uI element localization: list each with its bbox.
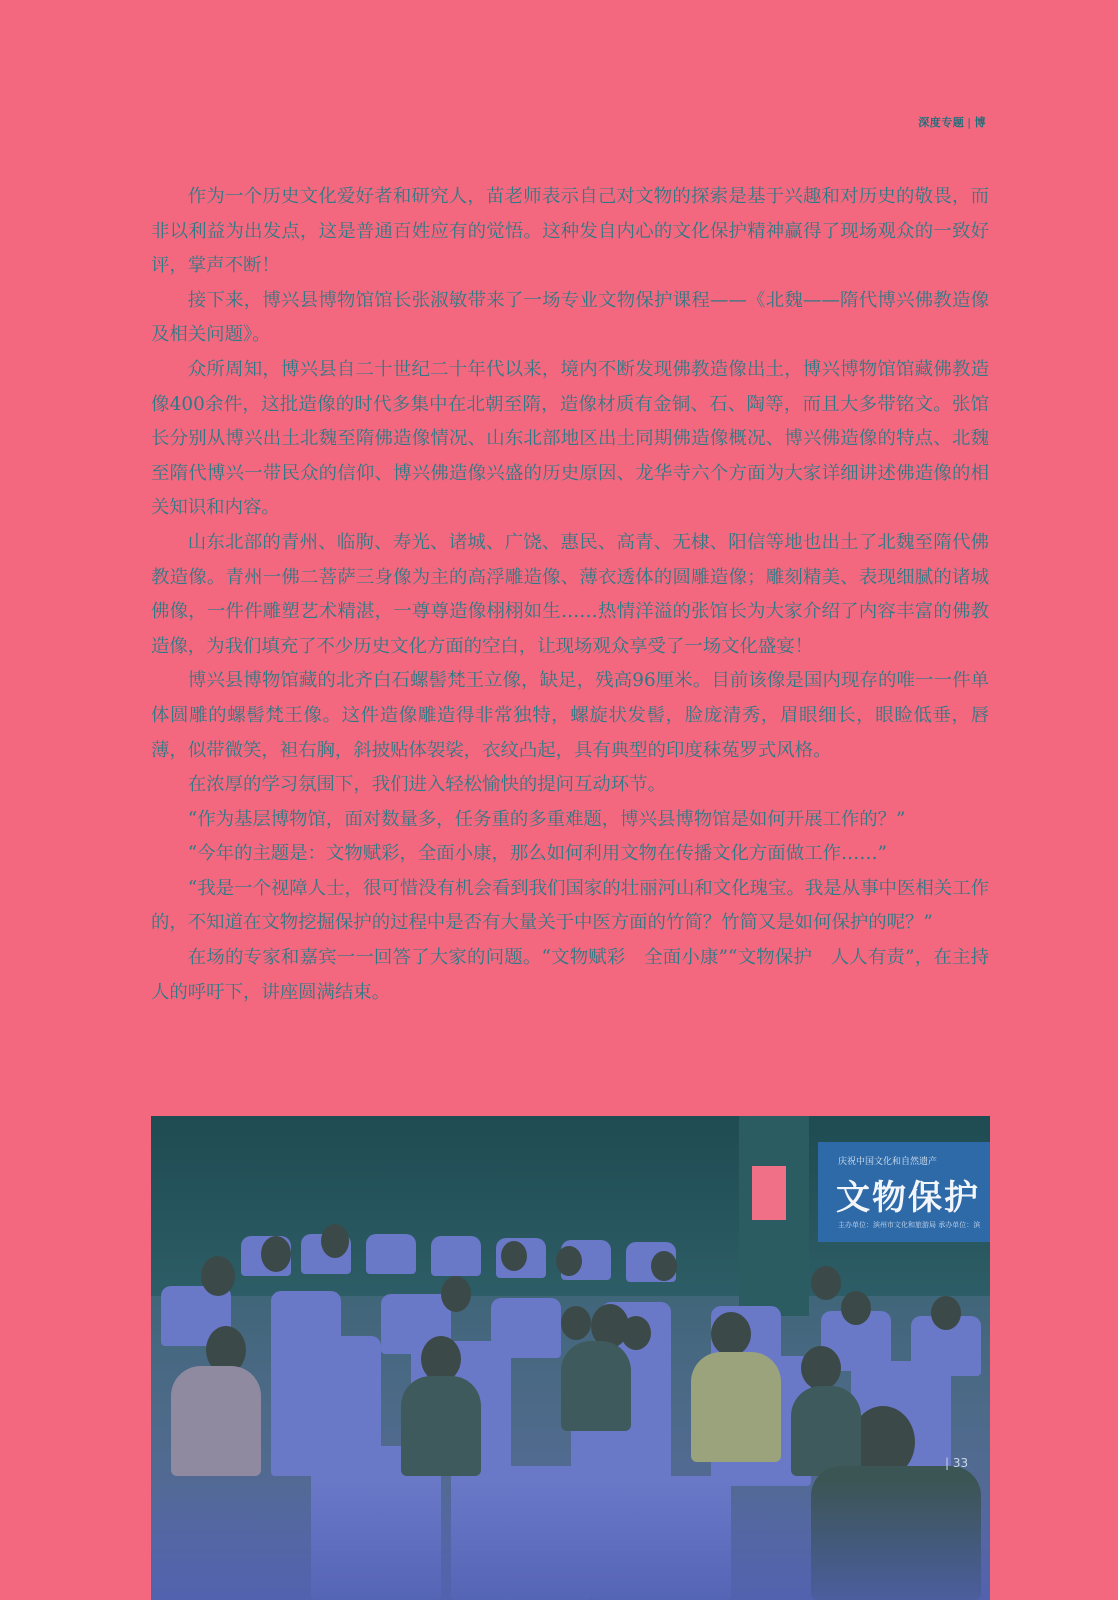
photo-audience-head <box>651 1251 677 1281</box>
photo-audience-body <box>171 1366 261 1476</box>
photo-audience-head <box>931 1296 961 1330</box>
paragraph: “作为基层博物馆，面对数量多，任务重的多重难题，博兴县博物馆是如何开展工作的？” <box>187 808 906 830</box>
photo-audience-head <box>261 1236 291 1272</box>
page-number-value: 33 <box>952 1456 969 1470</box>
paragraph: 接下来，博兴县博物馆馆长张淑敏带来了一场专业文物保护课程——《北魏——隋代博兴佛教造像及相关问题》。 <box>151 289 989 346</box>
photo-seat <box>366 1234 416 1274</box>
paragraph: “我是一个视障人士，很可惜没有机会看到我们国家的壮丽河山和文化瑰宝。我是从事中医相关工作的，不知道在文物挖掘保护的过程中是否有大量关于中医方面的竹简？竹简又是如何保护的呢？” <box>151 877 989 934</box>
paragraph: 作为一个历史文化爱好者和研究人，苗老师表示自己对文物的探索是基于兴趣和对历史的敬畏，而非以利益为出发点，这是普通百姓应有的觉悟。这种发自内心的文化保护精神赢得了现场观众的一致好评，掌声不断！ <box>151 186 989 277</box>
header-section: 深度专题 <box>918 116 965 129</box>
photo-audience-head <box>841 1291 871 1325</box>
banner-organizers: 主办单位：滨州市文化和旅游局 承办单位：滨 <box>838 1221 981 1229</box>
paragraph: 众所周知，博兴县自二十世纪二十年代以来，境内不断发现佛教造像出土，博兴博物馆馆藏佛教造像400余件，这批造像的时代多集中在北朝至隋，造像材质有金铜、石、陶等，而且大多带铭文。张馆长分别从博兴出土北魏至隋佛造像情况、山东北部地区出土同期佛造像概况、博兴佛造像的特点、北魏至隋代博兴一带民众的信仰、博兴佛造像兴盛的历史原因、龙华寺六个方面为大家详细讲述佛造像的相关知识和内容。 <box>151 358 989 519</box>
paragraph: 博兴县博物馆藏的北齐白石螺髻梵王立像，缺足，残高96厘米。目前该像是国内现存的唯一一件单体圆雕的螺髻梵王像。这件造像雕造得非常独特，螺旋状发髻，脸庞清秀，眉眼细长，眼睑低垂，唇薄，似带微笑，袒右胸，斜披贴体袈裟，衣纹凸起，具有典型的印度秣菟罗式风格。 <box>151 670 989 761</box>
paragraph: 在浓厚的学习氛围下，我们进入轻松愉快的提问互动环节。 <box>187 774 666 796</box>
banner-subtitle: 庆祝中国文化和自然遗产 <box>838 1157 938 1167</box>
photo-audience-head <box>711 1312 751 1356</box>
photo-audience-body <box>791 1386 861 1476</box>
running-header <box>918 114 986 130</box>
photo-audience-head <box>556 1246 582 1276</box>
photo-audience-head <box>321 1224 349 1258</box>
page-number: | 33 <box>945 1456 969 1470</box>
photo-event-banner <box>818 1142 990 1242</box>
photo-audience-head <box>811 1266 841 1300</box>
photo-door <box>752 1166 786 1220</box>
paragraph: 山东北部的青州、临朐、寿光、诸城、广饶、惠民、高青、无棣、阳信等地也出土了北魏至隋代佛教造像。青州一佛二菩萨三身像为主的高浮雕造像、薄衣透体的圆雕造像；雕刻精美、表现细腻的诸城佛像，一件件雕塑艺术精湛，一尊尊造像栩栩如生……热情洋溢的张馆长为大家介绍了内容丰富的佛教造像，为我们填充了不少历史文化方面的空白，让现场观众享受了一场文化盛宴！ <box>151 531 989 657</box>
header-divider: | <box>967 116 972 129</box>
photo-audience-body <box>691 1352 781 1462</box>
photo-floor <box>151 1480 990 1600</box>
photo-audience-head <box>441 1276 471 1312</box>
photo-audience-head <box>201 1256 235 1296</box>
article-body <box>151 180 989 1010</box>
paragraph: 在场的专家和嘉宾一一回答了大家的问题。“文物赋彩 全面小康”“文物保护 人人有责”，在主持人的呼吁下，讲座圆满结束。 <box>151 947 989 1003</box>
photo-audience-head <box>501 1241 527 1271</box>
photo-seat <box>431 1236 481 1276</box>
photo-audience-head <box>801 1346 841 1390</box>
photo-audience-head <box>561 1306 591 1340</box>
header-topic: 博 <box>974 116 986 129</box>
photo-audience-body <box>561 1341 631 1431</box>
banner-title: 文物保护 <box>836 1178 980 1218</box>
lecture-audience-photo <box>151 1116 990 1600</box>
paragraph: “今年的主题是：文物赋彩，全面小康，那么如何利用文物在传播文化方面做工作……” <box>187 843 888 865</box>
photo-audience-body <box>401 1376 481 1476</box>
